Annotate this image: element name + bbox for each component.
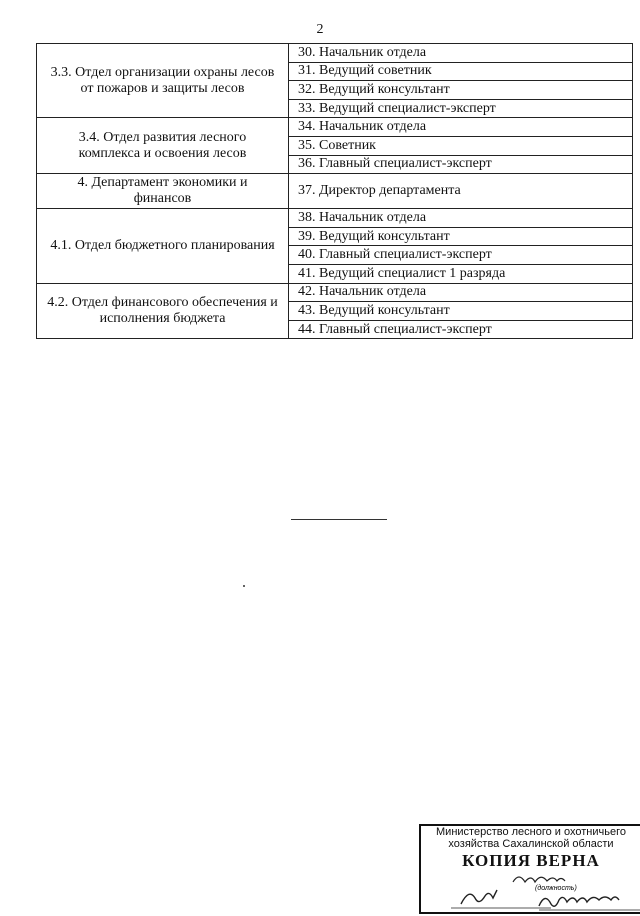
position-cell: 36. Главный специалист-эксперт	[289, 155, 633, 174]
position-cell: 41. Ведущий специалист 1 разряда	[289, 264, 633, 283]
position-cell: 35. Советник	[289, 136, 633, 155]
department-cell: 4.2. Отдел финансового обеспечения и исполнения бюджета	[37, 283, 289, 339]
handwritten-signature	[421, 826, 640, 916]
separator-line	[291, 519, 387, 520]
staff-table	[36, 43, 633, 339]
position-cell: 39. Ведущий консультант	[289, 227, 633, 246]
stamp-ministry-line1: Министерство лесного и охотничьего	[436, 826, 626, 838]
table-row	[37, 118, 633, 137]
position-cell: 44. Главный специалист-эксперт	[289, 320, 633, 339]
position-cell: 31. Ведущий советник	[289, 62, 633, 81]
stamp-ministry-line2: хозяйства Сахалинской области	[448, 838, 614, 850]
department-cell: 3.3. Отдел организации охраны лесов от пожаров и защиты лесов	[37, 44, 289, 118]
position-cell: 40. Главный специалист-эксперт	[289, 246, 633, 265]
department-cell: 3.4. Отдел развития лесного комплекса и освоения лесов	[37, 118, 289, 174]
certified-copy-stamp	[419, 824, 640, 914]
position-cell: 32. Ведущий консультант	[289, 81, 633, 100]
table-row	[37, 209, 633, 228]
position-cell: 30. Начальник отдела	[289, 44, 633, 63]
table-row	[37, 283, 633, 302]
position-cell: 38. Начальник отдела	[289, 209, 633, 228]
position-cell: 33. Ведущий специалист-эксперт	[289, 99, 633, 118]
table-row	[37, 174, 633, 209]
stamp-title: КОПИЯ ВЕРНА	[462, 851, 600, 870]
department-cell: 4.1. Отдел бюджетного планирования	[37, 209, 289, 283]
position-cell: 42. Начальник отдела	[289, 283, 633, 302]
department-cell: 4. Департамент экономики и финансов	[37, 174, 289, 209]
position-cell: 37. Директор департамента	[289, 174, 633, 209]
stamp-label-position: (должность)	[535, 885, 577, 892]
page-number: 2	[316, 22, 324, 37]
position-cell: 43. Ведущий консультант	[289, 302, 633, 321]
scan-speck	[243, 585, 245, 587]
position-cell: 34. Начальник отдела	[289, 118, 633, 137]
table-row	[37, 44, 633, 63]
